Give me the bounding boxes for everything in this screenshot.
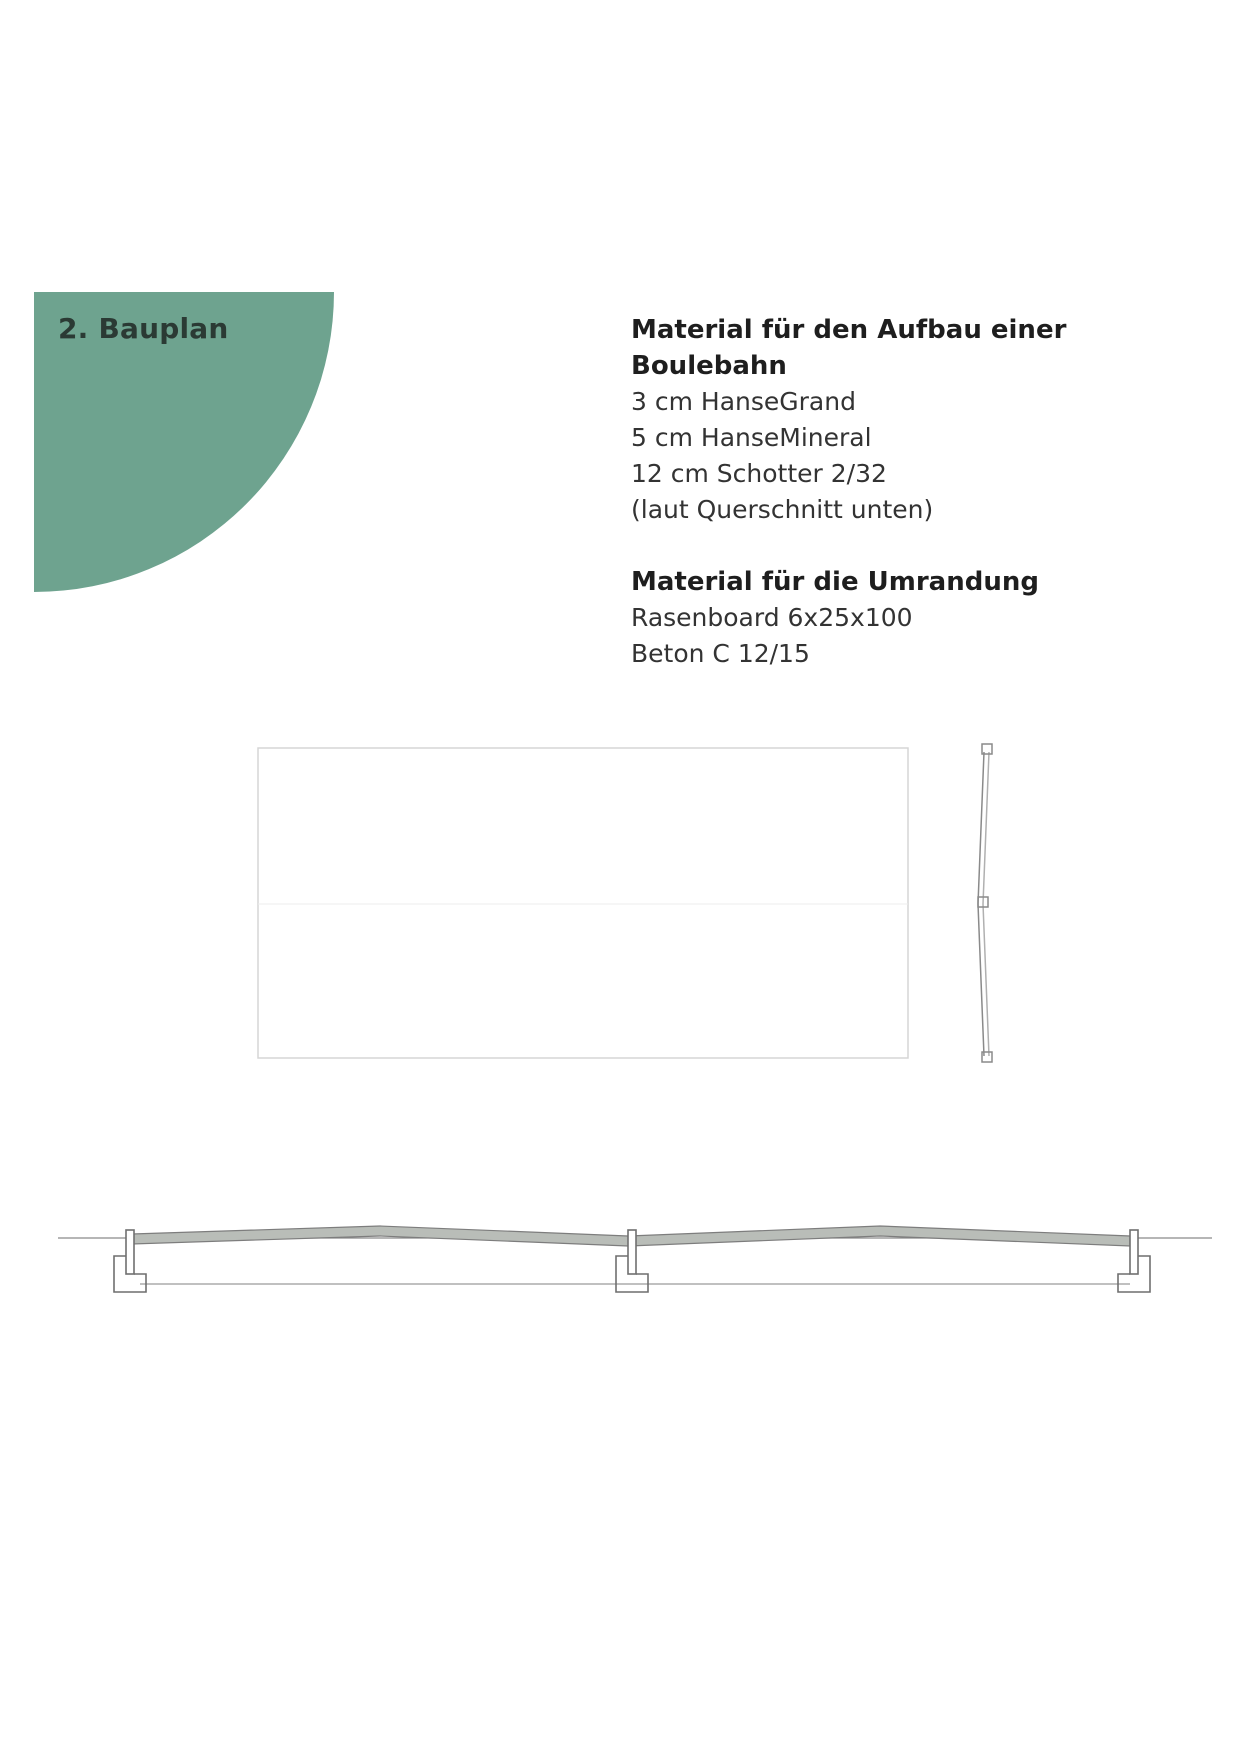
border-material-line: Rasenboard 6x25x100 [631,603,913,632]
side-elevation [978,744,992,1062]
build-material-line: 3 cm HanseGrand [631,387,856,416]
build-material-line: 5 cm HanseMineral [631,423,872,452]
build-material-heading: Material für den Aufbau einer Boulebahn [631,315,1067,381]
section-title: 2. Bauplan [58,312,229,345]
border-material-line: Beton C 12/15 [631,639,810,668]
border-material-heading: Material für die Umrandung [631,567,1039,597]
build-material-line: 12 cm Schotter 2/32 [631,459,887,488]
plan-view [258,748,908,1058]
build-material-note: (laut Querschnitt unten) [631,495,934,524]
cross-section [58,1226,1212,1292]
